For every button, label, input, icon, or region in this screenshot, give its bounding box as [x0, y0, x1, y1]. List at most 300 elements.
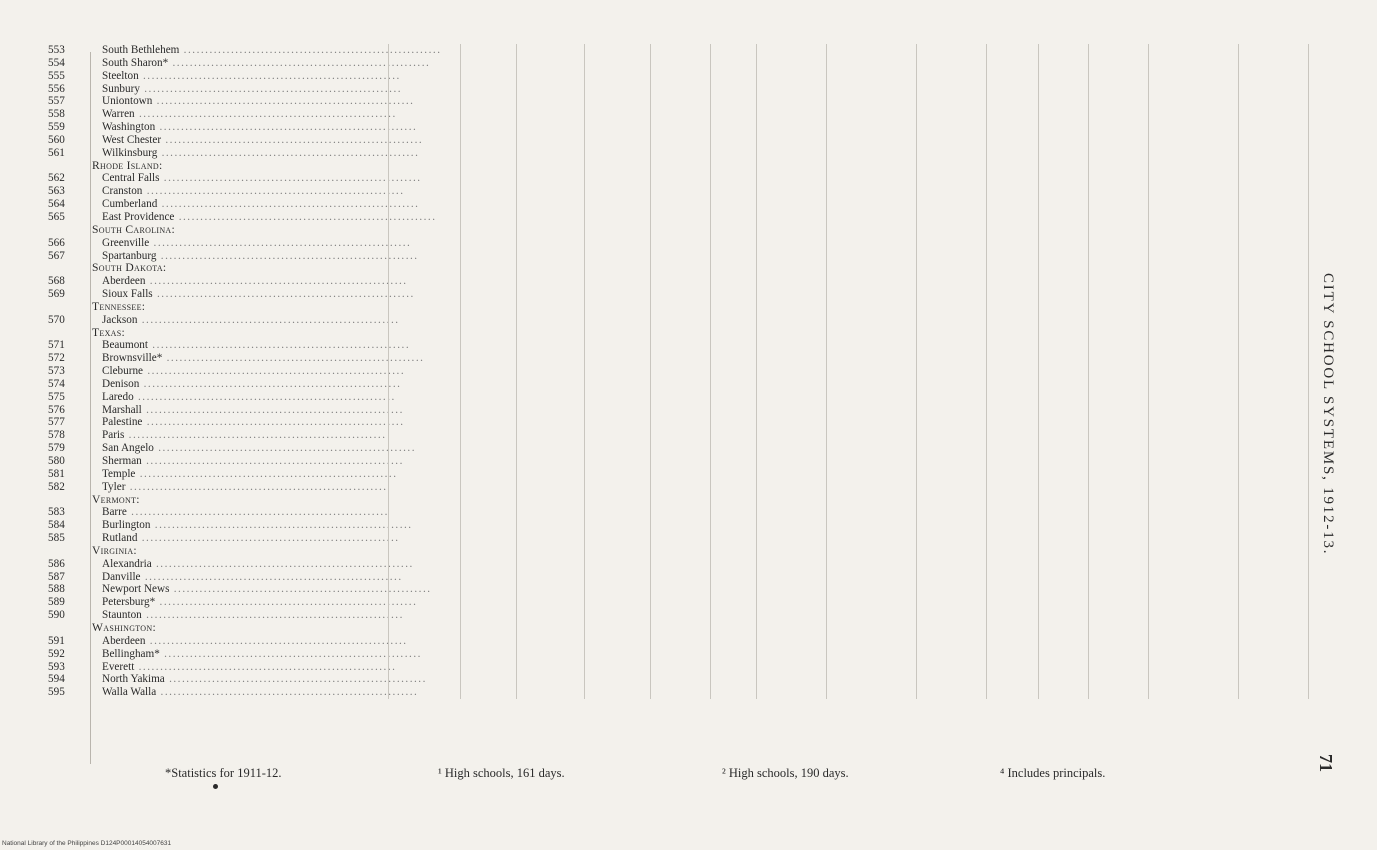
- column-rule: [516, 339, 517, 352]
- column-rule: [1038, 121, 1039, 134]
- table-row: [48, 314, 1288, 327]
- column-rule: [986, 237, 987, 250]
- column-rule: [756, 275, 757, 288]
- column-rule: [1238, 558, 1239, 571]
- column-rule: [1148, 121, 1149, 134]
- value-cells: [388, 211, 1288, 224]
- column-rule: [650, 172, 651, 185]
- city-name: [92, 198, 420, 211]
- column-rule: [1148, 545, 1149, 558]
- column-rule: [710, 378, 711, 391]
- leader-dots: ............................................................: [164, 673, 427, 686]
- column-rule: [1148, 416, 1149, 429]
- column-rule: [650, 198, 651, 211]
- name-text: Wilkinsburg: [102, 146, 158, 159]
- column-rule: [826, 288, 827, 301]
- name-text: Sunbury: [102, 82, 140, 95]
- column-rule: [826, 558, 827, 571]
- column-rule: [710, 545, 711, 558]
- column-rule: [710, 622, 711, 635]
- column-rule: [826, 365, 827, 378]
- column-rule: [650, 160, 651, 173]
- state-heading-row: [48, 622, 1288, 635]
- column-rule: [650, 288, 651, 301]
- value-cells: [388, 250, 1288, 263]
- name-text: Washington: [102, 121, 156, 134]
- column-rule: [756, 519, 757, 532]
- column-rule: [986, 481, 987, 494]
- city-name: [92, 506, 388, 519]
- column-rule: [516, 185, 517, 198]
- column-rule: [1238, 121, 1239, 134]
- value-cells: [388, 455, 1288, 468]
- column-rule: [986, 545, 987, 558]
- column-rule: [516, 391, 517, 404]
- column-rule: [1088, 609, 1089, 622]
- state-heading-row: [48, 160, 1288, 173]
- column-rule: [1038, 83, 1039, 96]
- column-rule: [1148, 314, 1149, 327]
- column-rule: [916, 301, 917, 314]
- column-rule: [756, 494, 757, 507]
- leader-dots: ............................................................: [138, 69, 401, 82]
- column-rule: [710, 224, 711, 237]
- name-text: Laredo: [102, 390, 134, 403]
- row-number: 553: [48, 44, 65, 56]
- column-rule: [516, 211, 517, 224]
- column-rule: [1238, 365, 1239, 378]
- column-rule: [516, 622, 517, 635]
- column-rule: [1038, 622, 1039, 635]
- column-rule: [1238, 160, 1239, 173]
- column-rule: [826, 661, 827, 674]
- column-rule: [1148, 250, 1149, 263]
- column-rule: [986, 95, 987, 108]
- column-rule: [826, 686, 827, 699]
- name-text: Palestine: [102, 416, 143, 429]
- column-rule: [650, 404, 651, 417]
- row-number: 565: [48, 210, 65, 223]
- column-rule: [756, 224, 757, 237]
- leader-dots: ............................................................: [133, 390, 396, 403]
- column-rule: [1238, 404, 1239, 417]
- column-rule: [756, 442, 757, 455]
- column-rule: [1038, 545, 1039, 558]
- column-rule: [650, 339, 651, 352]
- column-rule: [650, 365, 651, 378]
- column-rule: [916, 314, 917, 327]
- column-rule: [916, 391, 917, 404]
- city-name: [92, 390, 396, 404]
- table-row: [48, 172, 1288, 185]
- column-rule: [388, 57, 389, 70]
- value-cells: [388, 301, 1288, 314]
- column-rule: [916, 506, 917, 519]
- column-rule: [826, 352, 827, 365]
- column-rule: [756, 378, 757, 391]
- column-rule: [710, 301, 711, 314]
- column-rule: [584, 108, 585, 121]
- column-rule: [756, 583, 757, 596]
- column-rule: [388, 288, 389, 301]
- column-rule: [516, 172, 517, 185]
- column-rule: [1148, 160, 1149, 173]
- column-rule: [1148, 108, 1149, 121]
- column-rule: [1088, 583, 1089, 596]
- column-rule: [1238, 519, 1239, 532]
- column-rule: [826, 622, 827, 635]
- column-rule: [1308, 648, 1309, 661]
- column-rule: [1038, 571, 1039, 584]
- city-name: [92, 557, 414, 571]
- column-rule: [1148, 237, 1149, 250]
- state-heading-row: [48, 262, 1288, 275]
- column-rule: [1038, 95, 1039, 108]
- name-text: San Angelo: [102, 442, 154, 455]
- column-rule: [710, 661, 711, 674]
- column-rule: [916, 95, 917, 108]
- column-rule: [1088, 185, 1089, 198]
- column-rule: [986, 224, 987, 237]
- column-rule: [1238, 147, 1239, 160]
- column-rule: [1308, 622, 1309, 635]
- name-text: Alexandria: [102, 557, 152, 570]
- column-rule: [710, 314, 711, 327]
- column-rule: [826, 481, 827, 494]
- column-rule: [388, 583, 389, 596]
- column-rule: [460, 275, 461, 288]
- column-rule: [916, 57, 917, 70]
- column-rule: [650, 622, 651, 635]
- column-rule: [916, 609, 917, 622]
- row-number: 577: [48, 416, 65, 429]
- column-rule: [388, 673, 389, 686]
- value-cells: [388, 198, 1288, 211]
- column-rule: [756, 57, 757, 70]
- column-rule: [1088, 339, 1089, 352]
- leader-dots: ............................................................: [135, 467, 398, 480]
- name-text: Paris: [102, 429, 125, 442]
- column-rule: [826, 635, 827, 648]
- column-rule: [460, 442, 461, 455]
- row-number: 589: [48, 596, 65, 609]
- city-name: [92, 455, 404, 468]
- column-rule: [1038, 686, 1039, 699]
- column-rule: [1238, 635, 1239, 648]
- column-rule: [1148, 391, 1149, 404]
- column-rule: [1148, 455, 1149, 468]
- table-row: [48, 275, 1288, 288]
- name-text: Jackson: [102, 313, 138, 326]
- row-number: 580: [48, 455, 65, 467]
- column-rule: [916, 327, 917, 340]
- name-text: Bellingham*: [102, 647, 160, 660]
- column-rule: [1308, 70, 1309, 83]
- column-rule: [710, 455, 711, 468]
- column-rule: [460, 301, 461, 314]
- leader-dots: ............................................................: [143, 365, 406, 378]
- column-rule: [1148, 365, 1149, 378]
- row-number: 582: [48, 480, 65, 493]
- column-rule: [826, 57, 827, 70]
- column-rule: [756, 648, 757, 661]
- table-row: [48, 429, 1288, 442]
- column-rule: [1088, 404, 1089, 417]
- column-rule: [1238, 583, 1239, 596]
- row-number: 592: [48, 647, 65, 660]
- name-text: Spartanburg: [102, 249, 157, 262]
- table-row: [48, 352, 1288, 365]
- leader-dots: ............................................................: [152, 95, 415, 108]
- column-rule: [710, 57, 711, 70]
- column-rule: [1238, 57, 1239, 70]
- column-rule: [1038, 609, 1039, 622]
- row-number: 586: [48, 557, 65, 570]
- column-rule: [710, 147, 711, 160]
- row-number: 587: [48, 570, 65, 583]
- column-rule: [756, 301, 757, 314]
- column-rule: [986, 262, 987, 275]
- column-rule: [986, 121, 987, 134]
- city-name: [92, 416, 405, 429]
- column-rule: [1148, 494, 1149, 507]
- column-rule: [1238, 250, 1239, 263]
- column-rule: [460, 596, 461, 609]
- column-rule: [826, 648, 827, 661]
- city-name: [92, 352, 425, 365]
- column-rule: [1088, 648, 1089, 661]
- column-rule: [916, 635, 917, 648]
- column-rule: [986, 250, 987, 263]
- column-rule: [516, 532, 517, 545]
- name-text: Aberdeen: [102, 275, 146, 288]
- column-rule: [916, 352, 917, 365]
- column-rule: [986, 44, 987, 57]
- column-rule: [460, 648, 461, 661]
- city-name: [92, 519, 413, 532]
- leader-dots: ............................................................: [148, 339, 411, 352]
- value-cells: [388, 83, 1288, 96]
- column-rule: [516, 198, 517, 211]
- column-rule: [916, 622, 917, 635]
- column-rule: [460, 481, 461, 494]
- column-rule: [756, 134, 757, 147]
- row-number: 571: [48, 339, 65, 352]
- column-rule: [986, 352, 987, 365]
- column-rule: [1238, 545, 1239, 558]
- column-rule: [460, 686, 461, 699]
- column-rule: [826, 468, 827, 481]
- column-rule: [1088, 429, 1089, 442]
- city-name: [92, 467, 398, 481]
- column-rule: [756, 416, 757, 429]
- column-rule: [516, 327, 517, 340]
- column-rule: [756, 404, 757, 417]
- column-rule: [756, 327, 757, 340]
- column-rule: [650, 391, 651, 404]
- value-cells: [388, 571, 1288, 584]
- column-rule: [986, 391, 987, 404]
- state-name: [92, 327, 388, 340]
- column-rule: [756, 339, 757, 352]
- column-rule: [1088, 442, 1089, 455]
- column-rule: [460, 224, 461, 237]
- column-rule: [584, 198, 585, 211]
- column-rule: [388, 301, 389, 314]
- column-rule: [826, 339, 827, 352]
- column-rule: [584, 673, 585, 686]
- column-rule: [1088, 95, 1089, 108]
- column-rule: [1088, 352, 1089, 365]
- name-text: Beaumont: [102, 339, 148, 352]
- column-rule: [516, 288, 517, 301]
- column-rule: [1148, 262, 1149, 275]
- column-rule: [388, 686, 389, 699]
- column-rule: [756, 198, 757, 211]
- value-cells: [388, 545, 1288, 558]
- value-cells: [388, 134, 1288, 147]
- column-rule: [584, 635, 585, 648]
- column-rule: [1038, 185, 1039, 198]
- column-rule: [916, 262, 917, 275]
- column-rule: [460, 172, 461, 185]
- column-rule: [516, 545, 517, 558]
- city-name: [92, 673, 427, 686]
- column-rule: [460, 250, 461, 263]
- column-rule: [650, 134, 651, 147]
- column-rule: [1148, 134, 1149, 147]
- column-rule: [388, 339, 389, 352]
- row-number: 585: [48, 532, 65, 545]
- column-rule: [916, 519, 917, 532]
- name-text: Cranston: [102, 185, 143, 198]
- row-number: 564: [48, 198, 65, 211]
- column-rule: [584, 545, 585, 558]
- column-rule: [1088, 262, 1089, 275]
- column-rule: [710, 262, 711, 275]
- column-rule: [460, 185, 461, 198]
- column-rule: [1238, 44, 1239, 57]
- column-rule: [1088, 108, 1089, 121]
- column-rule: [986, 583, 987, 596]
- column-rule: [516, 635, 517, 648]
- column-rule: [756, 121, 757, 134]
- table-row: [48, 108, 1288, 121]
- column-rule: [1088, 44, 1089, 57]
- column-rule: [986, 314, 987, 327]
- column-rule: [1148, 558, 1149, 571]
- column-rule: [710, 404, 711, 417]
- column-rule: [1148, 288, 1149, 301]
- column-rule: [1088, 224, 1089, 237]
- column-rule: [1238, 391, 1239, 404]
- city-name: [92, 275, 408, 288]
- column-rule: [584, 275, 585, 288]
- column-rule: [1038, 635, 1039, 648]
- column-rule: [388, 596, 389, 609]
- column-rule: [826, 416, 827, 429]
- name-text: Rutland: [102, 532, 138, 545]
- value-cells: [388, 70, 1288, 83]
- column-rule: [516, 494, 517, 507]
- column-rule: [1308, 95, 1309, 108]
- column-rule: [710, 198, 711, 211]
- column-rule: [516, 237, 517, 250]
- column-rule: [916, 198, 917, 211]
- column-rule: [756, 532, 757, 545]
- leader-dots: ............................................................: [162, 352, 425, 365]
- table-row: [48, 250, 1288, 263]
- value-cells: [388, 391, 1288, 404]
- table-row: [48, 134, 1288, 147]
- column-rule: [388, 121, 389, 134]
- column-rule: [1148, 95, 1149, 108]
- column-rule: [584, 596, 585, 609]
- column-rule: [1148, 404, 1149, 417]
- column-rule: [986, 301, 987, 314]
- value-cells: [388, 147, 1288, 160]
- column-rule: [826, 596, 827, 609]
- table-row: [48, 237, 1288, 250]
- footnote: ⁴ Includes principals.: [1000, 766, 1106, 780]
- column-rule: [756, 250, 757, 263]
- column-rule: [710, 558, 711, 571]
- column-rule: [710, 83, 711, 96]
- name-text: Tennessee:: [92, 299, 146, 313]
- column-rule: [986, 275, 987, 288]
- column-rule: [710, 160, 711, 173]
- column-rule: [756, 673, 757, 686]
- column-rule: [756, 95, 757, 108]
- column-rule: [388, 327, 389, 340]
- leader-dots: ............................................................: [126, 506, 389, 519]
- column-rule: [756, 237, 757, 250]
- city-name: [92, 82, 403, 96]
- column-rule: [916, 596, 917, 609]
- column-rule: [584, 455, 585, 468]
- leader-dots: ............................................................: [155, 121, 418, 134]
- column-rule: [826, 442, 827, 455]
- column-rule: [1038, 314, 1039, 327]
- table-row: [48, 339, 1288, 352]
- column-rule: [650, 83, 651, 96]
- column-rule: [710, 571, 711, 584]
- city-name: [92, 583, 432, 596]
- leader-dots: ............................................................: [141, 609, 404, 622]
- column-rule: [986, 378, 987, 391]
- column-rule: [584, 365, 585, 378]
- name-text: South Carolina:: [92, 222, 176, 236]
- column-rule: [986, 494, 987, 507]
- column-rule: [1238, 224, 1239, 237]
- column-rule: [756, 185, 757, 198]
- column-rule: [1148, 147, 1149, 160]
- column-rule: [826, 211, 827, 224]
- column-rule: [756, 352, 757, 365]
- leader-dots: ............................................................: [156, 249, 419, 262]
- column-rule: [584, 622, 585, 635]
- column-rule: [916, 185, 917, 198]
- column-rule: [650, 95, 651, 108]
- column-rule: [756, 622, 757, 635]
- leader-dots: ............................................................: [155, 596, 418, 609]
- column-rule: [460, 44, 461, 57]
- column-rule: [916, 339, 917, 352]
- column-rule: [1038, 327, 1039, 340]
- name-text: Greenville: [102, 236, 150, 249]
- column-rule: [916, 416, 917, 429]
- column-rule: [388, 635, 389, 648]
